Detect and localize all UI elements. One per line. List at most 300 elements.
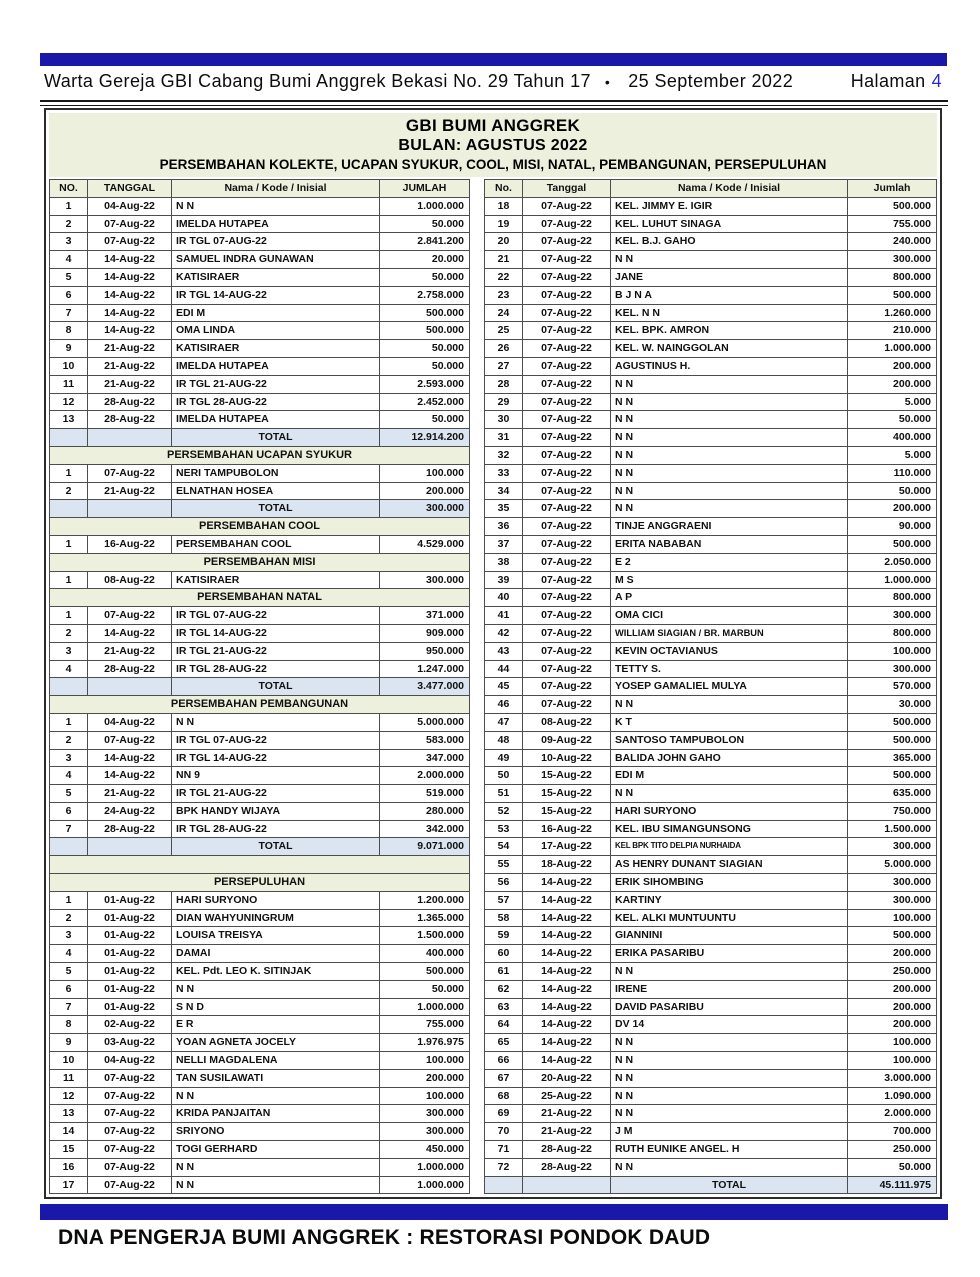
row-number-cell: 1 xyxy=(50,607,88,625)
name-cell: IR TGL 07-AUG-22 xyxy=(172,233,380,251)
name-cell: IRENE xyxy=(611,980,848,998)
row-number-cell: 20 xyxy=(485,233,523,251)
date-cell: 07-Aug-22 xyxy=(88,1069,172,1087)
row-number-cell: 4 xyxy=(50,251,88,269)
table-row xyxy=(50,322,470,340)
date-cell: 07-Aug-22 xyxy=(523,518,611,536)
table-row xyxy=(485,607,937,625)
row-number-cell: 53 xyxy=(485,820,523,838)
row-number-cell: 64 xyxy=(485,1016,523,1034)
amount-cell: 100.000 xyxy=(380,1052,470,1070)
date-cell: 07-Aug-22 xyxy=(523,286,611,304)
date-cell: 08-Aug-22 xyxy=(88,571,172,589)
row-number-cell: 25 xyxy=(485,322,523,340)
date-cell: 14-Aug-22 xyxy=(88,767,172,785)
amount-cell: 1.000.000 xyxy=(380,1158,470,1176)
name-cell: N N xyxy=(172,197,380,215)
table-row xyxy=(485,304,937,322)
name-cell: SANTOSO TAMPUBOLON xyxy=(611,731,848,749)
name-cell: SAMUEL INDRA GUNAWAN xyxy=(172,251,380,269)
total-empty-cell xyxy=(88,678,172,696)
table-row xyxy=(485,411,937,429)
name-cell: ELNATHAN HOSEA xyxy=(172,482,380,500)
row-number-cell: 9 xyxy=(50,340,88,358)
name-cell: OMA LINDA xyxy=(172,322,380,340)
amount-cell: 2.000.000 xyxy=(848,1105,937,1123)
amount-cell: 50.000 xyxy=(380,340,470,358)
name-cell: KEL. Pdt. LEO K. SITINJAK xyxy=(172,963,380,981)
table-row xyxy=(485,660,937,678)
amount-cell: 4.529.000 xyxy=(380,535,470,553)
name-cell: IR TGL 14-AUG-22 xyxy=(172,624,380,642)
table-row xyxy=(50,927,470,945)
name-cell: JANE xyxy=(611,268,848,286)
amount-cell: 1.000.000 xyxy=(380,197,470,215)
amount-cell: 240.000 xyxy=(848,233,937,251)
date-cell: 14-Aug-22 xyxy=(88,268,172,286)
total-label: TOTAL xyxy=(611,1176,848,1194)
amount-cell: 300.000 xyxy=(848,607,937,625)
name-cell: DAMAI xyxy=(172,945,380,963)
table-row xyxy=(485,713,937,731)
amount-cell: 200.000 xyxy=(848,980,937,998)
name-cell: NERI TAMPUBOLON xyxy=(172,464,380,482)
row-number-cell: 9 xyxy=(50,1034,88,1052)
name-cell: N N xyxy=(611,963,848,981)
column-header-amount: Jumlah xyxy=(848,180,937,198)
row-number-cell: 38 xyxy=(485,553,523,571)
date-cell: 15-Aug-22 xyxy=(523,767,611,785)
page-number-label: Halaman xyxy=(850,71,926,91)
row-number-cell: 68 xyxy=(485,1087,523,1105)
name-cell: N N xyxy=(611,482,848,500)
table-row xyxy=(50,749,470,767)
amount-cell: 50.000 xyxy=(380,215,470,233)
name-cell: ERIKA PASARIBU xyxy=(611,945,848,963)
table-row xyxy=(50,945,470,963)
name-cell: IR TGL 21-AUG-22 xyxy=(172,375,380,393)
amount-cell: 450.000 xyxy=(380,1141,470,1159)
name-cell: BALIDA JOHN GAHO xyxy=(611,749,848,767)
name-cell: IMELDA HUTAPEA xyxy=(172,215,380,233)
date-cell: 07-Aug-22 xyxy=(523,624,611,642)
date-cell: 07-Aug-22 xyxy=(88,215,172,233)
table-row xyxy=(485,927,937,945)
table-row xyxy=(485,446,937,464)
row-number-cell: 1 xyxy=(50,713,88,731)
row-number-cell: 7 xyxy=(50,304,88,322)
amount-cell: 300.000 xyxy=(848,660,937,678)
name-cell: HARI SURYONO xyxy=(611,802,848,820)
date-cell: 14-Aug-22 xyxy=(523,998,611,1016)
name-cell: N N xyxy=(611,1105,848,1123)
row-number-cell: 6 xyxy=(50,980,88,998)
date-cell: 15-Aug-22 xyxy=(523,785,611,803)
spacer-row-cell xyxy=(50,856,470,874)
amount-cell: 1.976.975 xyxy=(380,1034,470,1052)
date-cell: 01-Aug-22 xyxy=(88,998,172,1016)
section-title: PERSEMBAHAN UCAPAN SYUKUR xyxy=(50,446,470,464)
table-row xyxy=(485,767,937,785)
date-cell: 07-Aug-22 xyxy=(523,607,611,625)
table-row xyxy=(50,1069,470,1087)
row-number-cell: 23 xyxy=(485,286,523,304)
date-cell: 07-Aug-22 xyxy=(523,678,611,696)
date-cell: 14-Aug-22 xyxy=(523,891,611,909)
table-row xyxy=(50,767,470,785)
date-cell: 01-Aug-22 xyxy=(88,927,172,945)
amount-cell: 100.000 xyxy=(848,1052,937,1070)
total-empty-cell xyxy=(523,1176,611,1194)
total-label: TOTAL xyxy=(172,838,380,856)
total-amount: 300.000 xyxy=(380,500,470,518)
date-cell: 07-Aug-22 xyxy=(523,535,611,553)
name-cell: TAN SUSILAWATI xyxy=(172,1069,380,1087)
row-number-cell: 4 xyxy=(50,660,88,678)
date-cell: 07-Aug-22 xyxy=(523,375,611,393)
name-cell: TETTY S. xyxy=(611,660,848,678)
table-row xyxy=(50,607,470,625)
table-row xyxy=(485,464,937,482)
column-header-no: NO. xyxy=(50,180,88,198)
amount-cell: 200.000 xyxy=(848,998,937,1016)
name-cell: IR TGL 14-AUG-22 xyxy=(172,749,380,767)
name-cell: KATISIRAER xyxy=(172,571,380,589)
date-cell: 14-Aug-22 xyxy=(523,1016,611,1034)
amount-cell: 500.000 xyxy=(848,197,937,215)
table-row xyxy=(485,1087,937,1105)
table-row xyxy=(485,1034,937,1052)
date-cell: 01-Aug-22 xyxy=(88,945,172,963)
masthead-top-bar xyxy=(40,53,947,66)
date-cell: 01-Aug-22 xyxy=(88,963,172,981)
name-cell: S N D xyxy=(172,998,380,1016)
date-cell: 16-Aug-22 xyxy=(88,535,172,553)
row-number-cell: 11 xyxy=(50,375,88,393)
row-number-cell: 10 xyxy=(50,1052,88,1070)
table-row xyxy=(485,429,937,447)
row-number-cell: 41 xyxy=(485,607,523,625)
total-label: TOTAL xyxy=(172,678,380,696)
row-number-cell: 33 xyxy=(485,464,523,482)
total-amount: 3.477.000 xyxy=(380,678,470,696)
amount-cell: 50.000 xyxy=(380,268,470,286)
row-number-cell: 12 xyxy=(50,393,88,411)
row-number-cell: 1 xyxy=(50,464,88,482)
table-row xyxy=(485,963,937,981)
date-cell: 28-Aug-22 xyxy=(523,1158,611,1176)
row-number-cell: 6 xyxy=(50,802,88,820)
table-row xyxy=(485,233,937,251)
amount-cell: 1.000.000 xyxy=(848,571,937,589)
amount-cell: 500.000 xyxy=(380,304,470,322)
table-row xyxy=(485,1141,937,1159)
table-row xyxy=(50,963,470,981)
amount-cell: 300.000 xyxy=(848,251,937,269)
amount-cell: 5.000 xyxy=(848,446,937,464)
table-row xyxy=(485,286,937,304)
table-row xyxy=(50,464,470,482)
amount-cell: 300.000 xyxy=(848,874,937,892)
date-cell: 04-Aug-22 xyxy=(88,713,172,731)
date-cell: 01-Aug-22 xyxy=(88,909,172,927)
row-number-cell: 51 xyxy=(485,785,523,803)
amount-cell: 300.000 xyxy=(380,1105,470,1123)
amount-cell: 200.000 xyxy=(848,375,937,393)
name-cell: N N xyxy=(611,251,848,269)
amount-cell: 635.000 xyxy=(848,785,937,803)
amount-cell: 50.000 xyxy=(380,411,470,429)
report-month-title: BULAN: AGUSTUS 2022 xyxy=(398,137,588,154)
table-row xyxy=(485,322,937,340)
date-cell: 14-Aug-22 xyxy=(523,1052,611,1070)
table-row xyxy=(50,375,470,393)
table-row xyxy=(50,1034,470,1052)
date-cell: 28-Aug-22 xyxy=(88,660,172,678)
amount-cell: 347.000 xyxy=(380,749,470,767)
table-row xyxy=(50,980,470,998)
name-cell: N N xyxy=(172,980,380,998)
date-cell: 21-Aug-22 xyxy=(88,340,172,358)
total-amount: 12.914.200 xyxy=(380,429,470,447)
date-cell: 07-Aug-22 xyxy=(523,482,611,500)
amount-cell: 3.000.000 xyxy=(848,1069,937,1087)
table-row xyxy=(485,749,937,767)
report-categories-title: PERSEMBAHAN KOLEKTE, UCAPAN SYUKUR, COOL, MISI, NATAL, PEMBANGUNAN, PERSEPULUHAN xyxy=(159,157,827,172)
row-number-cell: 43 xyxy=(485,642,523,660)
table-row xyxy=(485,980,937,998)
total-empty-cell xyxy=(50,838,88,856)
date-cell: 08-Aug-22 xyxy=(523,713,611,731)
name-cell: N N xyxy=(611,1158,848,1176)
date-cell: 20-Aug-22 xyxy=(523,1069,611,1087)
name-cell: EDI M xyxy=(611,767,848,785)
row-number-cell: 1 xyxy=(50,535,88,553)
row-number-cell: 29 xyxy=(485,393,523,411)
amount-cell: 50.000 xyxy=(848,1158,937,1176)
name-cell: N N xyxy=(172,1176,380,1194)
date-cell: 07-Aug-22 xyxy=(523,215,611,233)
amount-cell: 500.000 xyxy=(848,713,937,731)
row-number-cell: 26 xyxy=(485,340,523,358)
date-cell: 14-Aug-22 xyxy=(523,927,611,945)
date-cell: 28-Aug-22 xyxy=(88,393,172,411)
date-cell: 14-Aug-22 xyxy=(523,909,611,927)
table-row xyxy=(50,713,470,731)
name-cell: KEL. JIMMY E. IGIR xyxy=(611,197,848,215)
table-row xyxy=(50,909,470,927)
name-cell: KEL. IBU SIMANGUNSONG xyxy=(611,820,848,838)
name-cell: ERIK SIHOMBING xyxy=(611,874,848,892)
name-cell: N N xyxy=(611,500,848,518)
section-title: PERSEPULUHAN xyxy=(50,874,470,892)
date-cell: 14-Aug-22 xyxy=(88,286,172,304)
table-row xyxy=(50,1105,470,1123)
offering-report-box xyxy=(44,108,942,1199)
table-row xyxy=(50,518,470,536)
section-title: PERSEMBAHAN COOL xyxy=(50,518,470,536)
date-cell: 14-Aug-22 xyxy=(88,304,172,322)
table-row xyxy=(485,802,937,820)
row-number-cell: 27 xyxy=(485,357,523,375)
amount-cell: 365.000 xyxy=(848,749,937,767)
name-cell: YOSEP GAMALIEL MULYA xyxy=(611,678,848,696)
amount-cell: 2.452.000 xyxy=(380,393,470,411)
table-row xyxy=(485,731,937,749)
date-cell: 07-Aug-22 xyxy=(88,1105,172,1123)
row-number-cell: 28 xyxy=(485,375,523,393)
table-row xyxy=(50,233,470,251)
table-row xyxy=(50,1016,470,1034)
row-number-cell: 57 xyxy=(485,891,523,909)
date-cell: 07-Aug-22 xyxy=(523,268,611,286)
table-row xyxy=(485,357,937,375)
bullet-separator: • xyxy=(604,74,611,90)
table-row xyxy=(50,393,470,411)
name-cell: N N xyxy=(611,429,848,447)
row-number-cell: 66 xyxy=(485,1052,523,1070)
amount-cell: 200.000 xyxy=(380,482,470,500)
name-cell: IR TGL 07-AUG-22 xyxy=(172,731,380,749)
name-cell: AS HENRY DUNANT SIAGIAN xyxy=(611,856,848,874)
row-number-cell: 8 xyxy=(50,322,88,340)
row-number-cell: 18 xyxy=(485,197,523,215)
amount-cell: 200.000 xyxy=(380,1069,470,1087)
date-cell: 21-Aug-22 xyxy=(523,1105,611,1123)
table-row xyxy=(50,197,470,215)
row-number-cell: 12 xyxy=(50,1087,88,1105)
table-row xyxy=(485,518,937,536)
date-cell: 17-Aug-22 xyxy=(523,838,611,856)
amount-cell: 500.000 xyxy=(848,767,937,785)
table-row xyxy=(50,874,470,892)
name-cell: IR TGL 28-AUG-22 xyxy=(172,820,380,838)
name-cell: E 2 xyxy=(611,553,848,571)
amount-cell: 300.000 xyxy=(380,1123,470,1141)
date-cell: 14-Aug-22 xyxy=(523,963,611,981)
name-cell: KATISIRAER xyxy=(172,340,380,358)
row-number-cell: 39 xyxy=(485,571,523,589)
name-cell: B J N A xyxy=(611,286,848,304)
name-cell: KEL. N N xyxy=(611,304,848,322)
total-empty-cell xyxy=(88,429,172,447)
amount-cell: 5.000 xyxy=(848,393,937,411)
row-number-cell: 4 xyxy=(50,767,88,785)
row-number-cell: 36 xyxy=(485,518,523,536)
row-number-cell: 5 xyxy=(50,268,88,286)
name-cell: E R xyxy=(172,1016,380,1034)
name-cell: IMELDA HUTAPEA xyxy=(172,411,380,429)
date-cell: 21-Aug-22 xyxy=(523,1123,611,1141)
table-row xyxy=(485,215,937,233)
total-amount: 9.071.000 xyxy=(380,838,470,856)
table-row xyxy=(50,998,470,1016)
name-cell: OMA CICI xyxy=(611,607,848,625)
row-number-cell: 62 xyxy=(485,980,523,998)
row-number-cell: 69 xyxy=(485,1105,523,1123)
row-number-cell: 49 xyxy=(485,749,523,767)
amount-cell: 2.758.000 xyxy=(380,286,470,304)
name-cell: DAVID PASARIBU xyxy=(611,998,848,1016)
date-cell: 07-Aug-22 xyxy=(523,322,611,340)
date-cell: 04-Aug-22 xyxy=(88,197,172,215)
name-cell: KEL. B.J. GAHO xyxy=(611,233,848,251)
amount-cell: 100.000 xyxy=(848,909,937,927)
row-number-cell: 7 xyxy=(50,998,88,1016)
column-header-amount: JUMLAH xyxy=(380,180,470,198)
table-row xyxy=(485,945,937,963)
date-cell: 14-Aug-22 xyxy=(523,874,611,892)
amount-cell: 1.000.000 xyxy=(848,340,937,358)
amount-cell: 1.200.000 xyxy=(380,891,470,909)
row-number-cell: 59 xyxy=(485,927,523,945)
name-cell: AGUSTINUS H. xyxy=(611,357,848,375)
table-row xyxy=(50,251,470,269)
table-row xyxy=(50,1123,470,1141)
name-cell: SRIYONO xyxy=(172,1123,380,1141)
section-title: PERSEMBAHAN PEMBANGUNAN xyxy=(50,696,470,714)
name-cell: KRIDA PANJAITAN xyxy=(172,1105,380,1123)
table-row xyxy=(485,678,937,696)
date-cell: 07-Aug-22 xyxy=(523,357,611,375)
table-row xyxy=(50,678,470,696)
name-cell: N N xyxy=(611,1069,848,1087)
row-number-cell: 40 xyxy=(485,589,523,607)
name-cell: N N xyxy=(611,1087,848,1105)
table-row xyxy=(485,1123,937,1141)
date-cell: 14-Aug-22 xyxy=(523,980,611,998)
row-number-cell: 45 xyxy=(485,678,523,696)
header-divider-rule xyxy=(40,100,948,106)
amount-cell: 500.000 xyxy=(380,963,470,981)
date-cell: 01-Aug-22 xyxy=(88,891,172,909)
date-cell: 14-Aug-22 xyxy=(88,322,172,340)
row-number-cell: 2 xyxy=(50,482,88,500)
name-cell: N N xyxy=(172,1087,380,1105)
table-row xyxy=(485,1158,937,1176)
row-number-cell: 24 xyxy=(485,304,523,322)
row-number-cell: 61 xyxy=(485,963,523,981)
total-label: TOTAL xyxy=(172,429,380,447)
date-cell: 07-Aug-22 xyxy=(523,660,611,678)
row-number-cell: 5 xyxy=(50,963,88,981)
table-row xyxy=(50,838,470,856)
row-number-cell: 55 xyxy=(485,856,523,874)
date-cell: 28-Aug-22 xyxy=(88,820,172,838)
table-row xyxy=(485,500,937,518)
amount-cell: 300.000 xyxy=(848,891,937,909)
row-number-cell: 22 xyxy=(485,268,523,286)
name-cell: TINJE ANGGRAENI xyxy=(611,518,848,536)
row-number-cell: 50 xyxy=(485,767,523,785)
amount-cell: 755.000 xyxy=(848,215,937,233)
date-cell: 07-Aug-22 xyxy=(88,1087,172,1105)
table-row xyxy=(485,856,937,874)
column-header-date: TANGGAL xyxy=(88,180,172,198)
offering-table-right xyxy=(484,179,937,1194)
row-number-cell: 56 xyxy=(485,874,523,892)
column-header-name: Nama / Kode / Inisial xyxy=(172,180,380,198)
masthead-title xyxy=(44,71,793,92)
table-row xyxy=(485,838,937,856)
table-row xyxy=(485,1016,937,1034)
name-cell: IR TGL 21-AUG-22 xyxy=(172,785,380,803)
row-number-cell: 46 xyxy=(485,696,523,714)
name-cell: N N xyxy=(611,1034,848,1052)
table-row xyxy=(50,571,470,589)
name-cell: J M xyxy=(611,1123,848,1141)
amount-cell: 200.000 xyxy=(848,500,937,518)
